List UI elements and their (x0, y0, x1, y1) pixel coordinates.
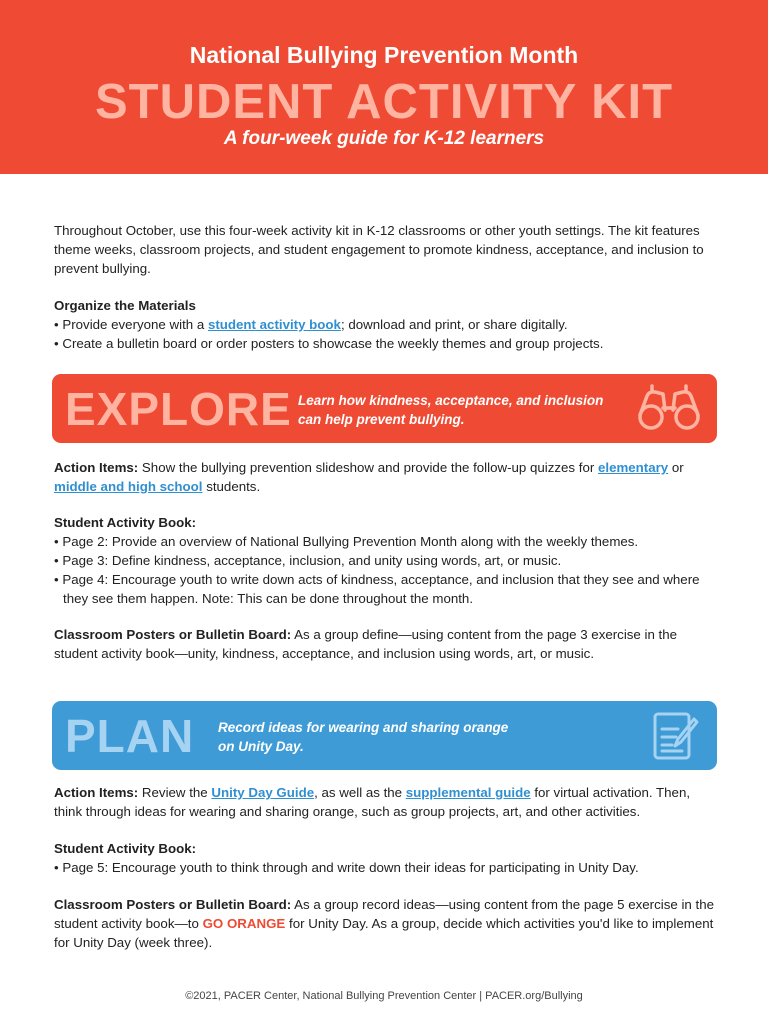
explore-banner (52, 374, 717, 443)
student-activity-book-link[interactable]: student activity book (207, 317, 341, 332)
explore-book-heading: Student Activity Book: (54, 515, 197, 530)
footer-credit: ©2021, PACER Center, National Bullying Prevention Center | PACER.org/Bullying (185, 990, 583, 1002)
binoculars-icon (632, 384, 706, 434)
explore-description: Learn how kindness, acceptance, and inclusion can help prevent bullying. (298, 393, 604, 427)
header-banner (0, 0, 768, 174)
unity-day-guide-link[interactable]: Unity Day Guide (211, 785, 315, 800)
explore-book-section (54, 513, 718, 608)
explore-posters-section (54, 625, 718, 663)
elementary-link[interactable]: elementary (597, 460, 669, 475)
plan-book-section (54, 839, 718, 877)
organize-section (54, 296, 718, 353)
plan-book-heading: Student Activity Book: (54, 841, 197, 856)
plan-action-items: Action Items: Review the Unity Day Guide, as well as the supplemental guide for virtual activation. Then, think through ideas for wearing and sharing orange, such as group projects, art, and other activities. (54, 785, 691, 819)
middle-high-school-link[interactable]: middle and high school (54, 479, 203, 494)
explore-action-items: Action Items: Show the bullying prevention slideshow and provide the follow-up quizzes for elementary or middle and high school students. (54, 460, 684, 494)
header-kicker: National Bullying Prevention Month (189, 42, 579, 68)
plan-posters-section (54, 895, 718, 952)
notepad-pencil-icon (648, 709, 702, 763)
explore-book-item: • Page 2: Provide an overview of National Bullying Prevention Month along with the weekly themes. (54, 534, 639, 549)
plan-heading: PLAN (65, 710, 195, 762)
intro-paragraph: Throughout October, use this four-week activity kit in K-12 classrooms or other youth settings. The kit features theme weeks, classroom projects, and student engagement to promote kindness, acceptance, and inclusion to prevent bullying. (54, 223, 704, 276)
page-subtitle: A four-week guide for K-12 learners (223, 128, 545, 149)
plan-banner (52, 701, 717, 770)
go-orange-highlight: GO ORANGE (202, 916, 286, 931)
page-title: STUDENT ACTIVITY KIT (94, 75, 674, 129)
plan-posters-text: Classroom Posters or Bulletin Board: As a group record ideas—using content from the page 5 exercise in the student activity book—to GO ORANGE for Unity Day. As a group, decide which activities you'd like to implement for Unity Day (week three). (54, 897, 714, 950)
explore-posters-text: Classroom Posters or Bulletin Board: As a group define—using content from the page 3 exercise in the student activity book—unity, kindness, acceptance, and inclusion using words, art, or music. (54, 627, 678, 661)
organize-heading: Organize the Materials (54, 298, 196, 313)
organize-item-1: • Provide everyone with a student activity book; download and print, or share digitally. (54, 317, 568, 332)
explore-book-item: • Page 3: Define kindness, acceptance, inclusion, and unity using words, art, or music. (54, 553, 562, 568)
explore-book-item: • Page 4: Encourage youth to write down acts of kindness, acceptance, and inclusion that they see and where (54, 572, 700, 587)
explore-heading: EXPLORE (65, 383, 292, 435)
plan-description: Record ideas for wearing and sharing orange on Unity Day. (218, 720, 509, 754)
plan-book-item: • Page 5: Encourage youth to think through and write down their ideas for participating in Unity Day. (54, 860, 639, 875)
supplemental-guide-link[interactable]: supplemental guide (405, 785, 531, 800)
intro-section (54, 221, 718, 278)
explore-book-item-continued: they see them happen. Note: This can be done throughout the month. (63, 591, 474, 606)
organize-item-2: • Create a bulletin board or order posters to showcase the weekly themes and group projects. (54, 336, 604, 351)
explore-action-section (54, 458, 718, 496)
plan-action-section (54, 783, 718, 821)
